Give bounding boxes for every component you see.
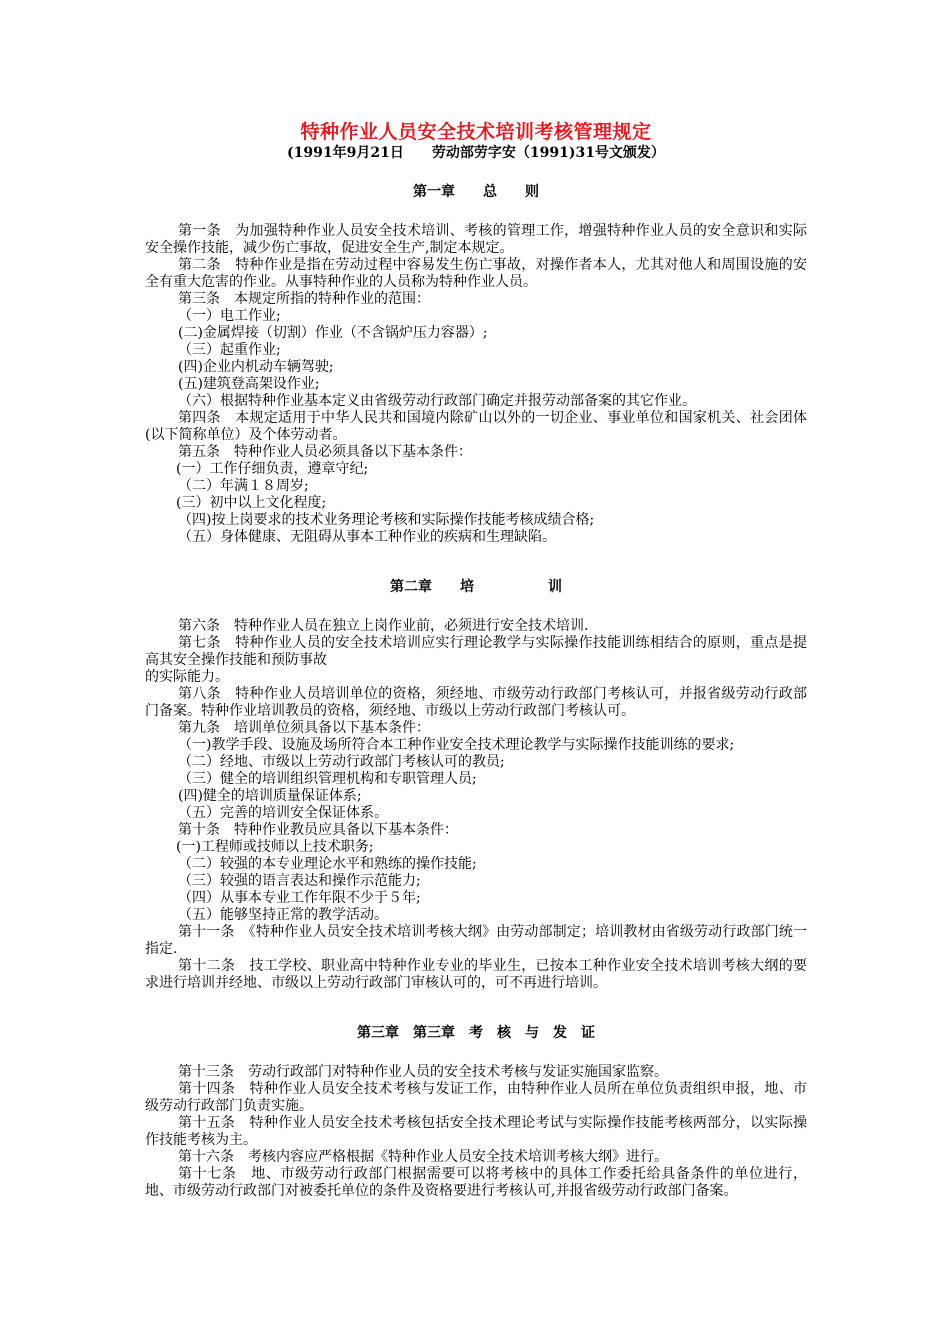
article-7: 第七条 特种作业人员的安全技术培训应实行理论教学与实际操作技能训练相结合的原则，重点是提高其安全操作技能和预防事故 <box>145 635 807 668</box>
article-2: 第二条 特种作业是指在劳动过程中容易发生伤亡事故，对操作者本人，尤其对他人和周围设施的安全有重大危害的作业。从事特种作业的人员称为特种作业人员。 <box>145 257 807 290</box>
list-item: （一）电工作业; <box>178 308 281 324</box>
chapter-3-heading: 第三章 第三章 考 核 与 发 证 <box>357 1025 595 1041</box>
list-item: （五）身体健康、无阻碍从事本工种作业的疾病和生理缺陷。 <box>178 529 556 545</box>
list-item: （五）完善的培训安全保证体系。 <box>178 805 388 821</box>
article-1: 第一条 为加强特种作业人员安全技术培训、考核的管理工作，增强特种作业人员的安全意识和实际安全操作技能，减少伤亡事故，促进安全生产,制定本规定。 <box>145 223 807 256</box>
article-8: 第八条 特种作业人员培训单位的资格，须经地、市级劳动行政部门考核认可，并报省级劳动行政部门备案。特种作业培训教员的资格，须经地、市级以上劳动行政部门考核认可。 <box>145 686 807 719</box>
list-item: (一）工作仔细负责，遵章守纪; <box>176 461 369 477</box>
list-item: （六）根据特种作业基本定义由省级劳动行政部门确定并报劳动部备案的其它作业。 <box>178 393 696 409</box>
list-item: (五)建筑登高架设作业; <box>178 376 320 392</box>
article-12: 第十二条 技工学校、职业高中特种作业专业的毕业生，已按本工种作业安全技术培训考核大纲的要求进行培训并经地、市级以上劳动行政部门审核认可的，可不再进行培训。 <box>145 958 807 991</box>
list-item: (一)工程师或技师以上技术职务; <box>176 839 374 855</box>
list-item: (四)企业内机动车辆驾驶; <box>178 359 334 375</box>
document-subtitle: (1991年9月21日 劳动部劳字安（1991)31号文颁发） <box>287 145 665 161</box>
article-15: 第十五条 特种作业人员安全技术考核包括安全技术理论考试与实际操作技能考核两部分，以实际操作技能考核为主。 <box>145 1115 807 1148</box>
article-6: 第六条 特种作业人员在独立上岗作业前，必须进行安全技术培训. <box>178 618 589 634</box>
list-item: (四)健全的培训质量保证体系; <box>178 788 362 804</box>
article-17: 第十七条 地、市级劳动行政部门根据需要可以将考核中的具体工作委托给具备条件的单位进行，地、市级劳动行政部门对被委托单位的条件及资格要进行考核认可,并报省级劳动行政部门备案。 <box>145 1166 807 1199</box>
article-5: 第五条 特种作业人员必须具备以下基本条件： <box>178 444 472 460</box>
article-11: 第十一条 《特种作业人员安全技术培训考核大纲》由劳动部制定；培训教材由省级劳动行政部门统一指定. <box>145 924 807 957</box>
article-16: 第十六条 考核内容应严格根据《特种作业人员安全技术培训考核大纲》进行。 <box>178 1149 668 1165</box>
list-item: （二）经地、市级以上劳动行政部门考核认可的教员; <box>178 754 505 770</box>
list-item: （一)教学手段、设施及场所符合本工种作业安全技术理论教学与实际操作技能训练的要求; <box>178 737 735 753</box>
list-item: （四）从事本专业工作年限不少于５年; <box>178 890 421 906</box>
chapter-1-heading: 第一章 总 则 <box>413 184 539 200</box>
list-item: （四)按上岗要求的技术业务理论考核和实际操作技能考核成绩合格; <box>178 512 595 528</box>
article-4: 第四条 本规定适用于中华人民共和国境内除矿山以外的一切企业、事业单位和国家机关、社会团体(以下简称单位）及个体劳动者。 <box>145 410 807 443</box>
document-page <box>145 120 807 1200</box>
list-item: (二)金属焊接（切割）作业（不含锅炉压力容器）; <box>178 325 488 341</box>
article-3: 第三条 本规定所指的特种作业的范围： <box>178 291 430 307</box>
article-14: 第十四条 特种作业人员安全技术考核与发证工作，由特种作业人员所在单位负责组织申报，地、市级劳动行政部门负责实施。 <box>145 1081 807 1114</box>
list-item: （三）起重作业; <box>178 342 281 358</box>
document-title: 特种作业人员安全技术培训考核管理规定 <box>300 121 652 143</box>
list-item: （三）较强的语言表达和操作示范能力; <box>178 873 421 889</box>
list-item: （二）年满１８周岁; <box>178 478 309 494</box>
article-7-tail: 的实际能力。 <box>145 669 229 685</box>
list-item: （五）能够坚持正常的教学活动。 <box>178 907 388 923</box>
article-9: 第九条 培训单位须具备以下基本条件： <box>178 720 430 736</box>
article-13: 第十三条 劳动行政部门对特种作业人员的安全技术考核与发证实施国家监察。 <box>178 1064 668 1080</box>
chapter-2-heading: 第二章 培 训 <box>390 579 562 595</box>
list-item: （三）健全的培训组织管理机构和专职管理人员; <box>178 771 477 787</box>
article-10: 第十条 特种作业教员应具备以下基本条件： <box>178 822 458 838</box>
list-item: （二）较强的本专业理论水平和熟练的操作技能; <box>178 856 477 872</box>
list-item: (三）初中以上文化程度; <box>176 495 327 511</box>
